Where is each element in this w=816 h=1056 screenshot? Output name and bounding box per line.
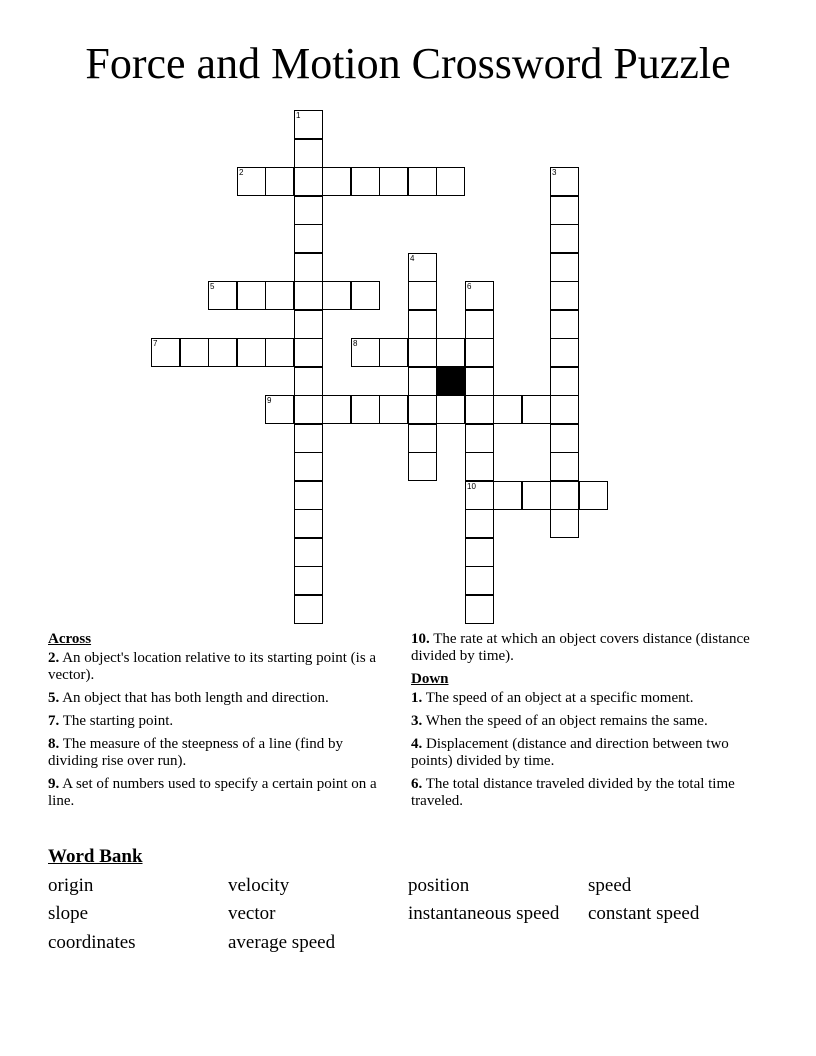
crossword-cell	[550, 338, 579, 367]
word-bank-item: slope	[48, 903, 89, 924]
down-heading: Down	[411, 671, 449, 687]
cell-number: 4	[410, 254, 415, 263]
crossword-cell	[294, 452, 323, 481]
cell-number: 8	[353, 339, 358, 348]
clue-across-2: 2. An object's location relative to its starting point (is a vector).	[48, 650, 377, 683]
clue-down-3: 3. When the speed of an object remains the same.	[411, 713, 708, 729]
cell-number: 6	[467, 282, 472, 291]
crossword-cell	[550, 367, 579, 396]
crossword-cell	[550, 253, 579, 282]
crossword-cell	[294, 167, 323, 196]
word-bank-heading: Word Bank	[48, 846, 143, 867]
crossword-cell	[436, 395, 465, 424]
crossword-cell	[550, 281, 579, 310]
crossword-cell	[351, 281, 380, 310]
clue-down-4: 4. Displacement (distance and direction between two points) divided by time.	[411, 736, 729, 769]
crossword-cell	[351, 167, 380, 196]
clue-across-7: 7. The starting point.	[48, 713, 174, 729]
clues-right-column	[411, 631, 756, 816]
crossword-cell	[465, 538, 494, 567]
crossword-cell	[379, 338, 408, 367]
cell-number: 7	[153, 339, 158, 348]
crossword-cell	[465, 367, 494, 396]
cell-number: 5	[210, 282, 215, 291]
crossword-cell	[465, 338, 494, 367]
crossword-cell	[408, 395, 437, 424]
crossword-cell	[294, 538, 323, 567]
word-bank-item: average speed	[228, 932, 336, 953]
crossword-cell	[265, 338, 294, 367]
crossword-cell	[265, 167, 294, 196]
crossword-cell	[550, 196, 579, 225]
crossword-cell	[465, 281, 494, 310]
cell-number: 3	[552, 168, 557, 177]
crossword-cell	[208, 338, 237, 367]
crossword-cell	[493, 481, 522, 510]
crossword-cell	[493, 395, 522, 424]
crossword-cell	[294, 595, 323, 624]
crossword-cell	[550, 395, 579, 424]
cell-number: 2	[239, 168, 244, 177]
word-bank-item: vector	[228, 903, 276, 924]
crossword-cell	[265, 281, 294, 310]
crossword-cell	[294, 481, 323, 510]
clues-left-column	[48, 631, 388, 816]
crossword-cell	[294, 196, 323, 225]
crossword-cell	[294, 139, 323, 168]
clue-across-9: 9. A set of numbers used to specify a certain point on a line.	[48, 776, 377, 809]
crossword-cell	[351, 395, 380, 424]
word-bank-item: constant speed	[588, 903, 700, 924]
crossword-cell	[465, 509, 494, 538]
crossword-cell	[436, 167, 465, 196]
crossword-cell	[322, 395, 351, 424]
crossword-cell	[294, 110, 323, 139]
word-bank-item: coordinates	[48, 932, 136, 953]
crossword-cell	[465, 424, 494, 453]
crossword-cell	[408, 338, 437, 367]
crossword-cell	[465, 310, 494, 339]
crossword-cell	[465, 595, 494, 624]
crossword-cell	[408, 281, 437, 310]
word-bank-item: speed	[588, 875, 632, 896]
crossword-cell	[408, 167, 437, 196]
crossword-cell	[294, 310, 323, 339]
crossword-cell	[550, 452, 579, 481]
crossword-cell	[208, 281, 237, 310]
clue-down-1: 1. The speed of an object at a specific moment.	[411, 690, 694, 706]
crossword-cell	[408, 424, 437, 453]
crossword-cell	[294, 224, 323, 253]
clue-down-6: 6. The total distance traveled divided by the total time traveled.	[411, 776, 735, 809]
crossword-black-cell	[436, 367, 465, 396]
crossword-cell	[151, 338, 180, 367]
crossword-cell	[294, 281, 323, 310]
crossword-cell	[465, 481, 494, 510]
cell-number: 1	[296, 111, 301, 120]
crossword-cell	[379, 395, 408, 424]
crossword-cell	[465, 566, 494, 595]
crossword-cell	[294, 338, 323, 367]
crossword-cell	[522, 395, 551, 424]
crossword-cell	[180, 338, 209, 367]
clue-across-8: 8. The measure of the steepness of a line (find by dividing rise over run).	[48, 736, 344, 769]
page-title: Force and Motion Crossword Puzzle	[85, 39, 731, 88]
word-bank-item: position	[408, 875, 470, 896]
cell-number: 9	[267, 396, 272, 405]
crossword-cell	[322, 281, 351, 310]
clue-across-10: 10. The rate at which an object covers distance (distance divided by time).	[411, 631, 750, 664]
crossword-cell	[408, 452, 437, 481]
crossword-cell	[237, 167, 266, 196]
word-bank-item: velocity	[228, 875, 290, 896]
crossword-cell	[550, 424, 579, 453]
crossword-cell	[550, 224, 579, 253]
crossword-cell	[465, 452, 494, 481]
crossword-cell	[550, 167, 579, 196]
word-bank-item: origin	[48, 875, 94, 896]
crossword-cell	[465, 395, 494, 424]
crossword-cell	[550, 509, 579, 538]
crossword-cell	[379, 167, 408, 196]
crossword-cell	[265, 395, 294, 424]
crossword-cell	[294, 566, 323, 595]
clue-across-5: 5. An object that has both length and direction.	[48, 690, 329, 706]
crossword-cell	[351, 338, 380, 367]
crossword-cell	[294, 509, 323, 538]
crossword-cell	[522, 481, 551, 510]
crossword-cell	[294, 395, 323, 424]
cell-number: 10	[467, 482, 476, 491]
word-bank-item: instantaneous speed	[408, 903, 560, 924]
crossword-cell	[550, 481, 579, 510]
crossword-cell	[294, 424, 323, 453]
crossword-cell	[550, 310, 579, 339]
crossword-cell	[322, 167, 351, 196]
crossword-cell	[294, 367, 323, 396]
crossword-cell	[237, 338, 266, 367]
crossword-cell	[294, 253, 323, 282]
crossword-cell	[408, 253, 437, 282]
crossword-cell	[408, 310, 437, 339]
across-heading: Across	[48, 631, 92, 647]
crossword-cell	[436, 338, 465, 367]
crossword-cell	[237, 281, 266, 310]
crossword-cell	[579, 481, 608, 510]
crossword-cell	[408, 367, 437, 396]
